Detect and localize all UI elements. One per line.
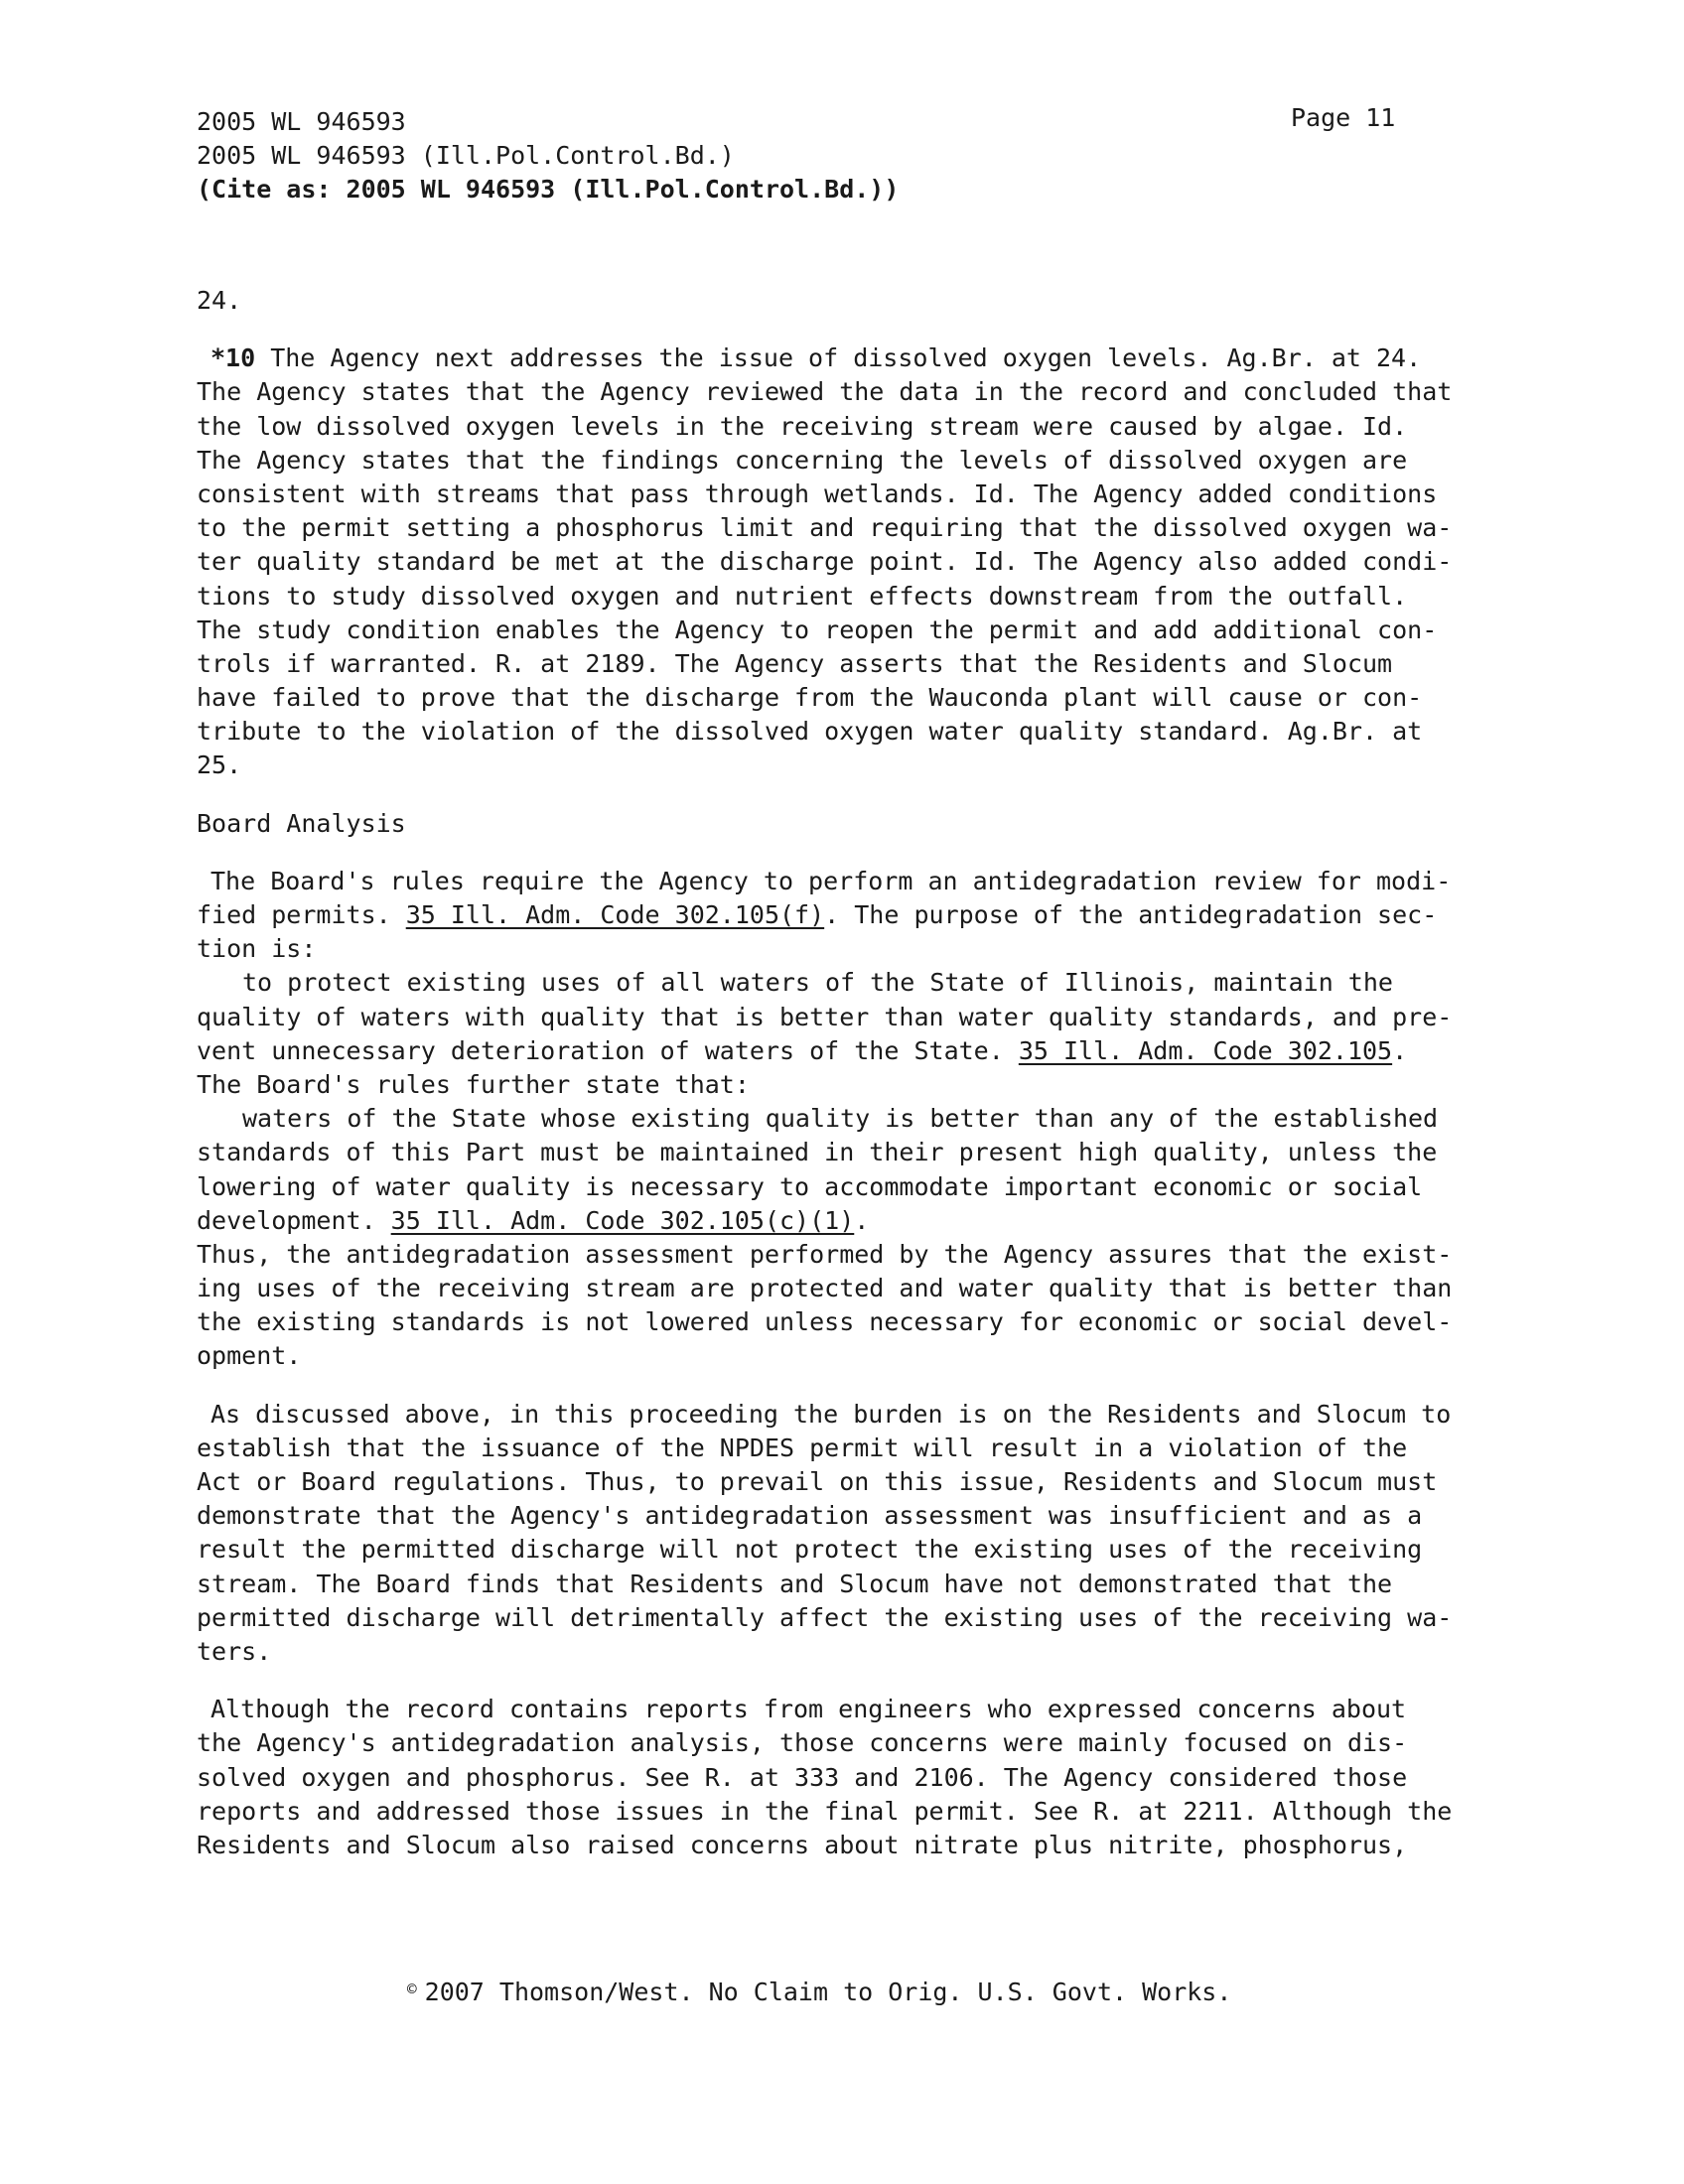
text-line: demonstrate that the Agency's antidegradation assessment was insufficient and as a <box>197 1501 1423 1531</box>
text-line: Residents and Slocum also raised concerns about nitrate plus nitrite, phosphorus, <box>197 1830 1408 1859</box>
text-line: fied permits. 35 Ill. Adm. Code 302.105(f). The purpose of the antidegradation sec- <box>197 900 1438 929</box>
document-body <box>197 284 1497 1862</box>
text-line: result the permitted discharge will not protect the existing uses of the receiving <box>197 1535 1423 1565</box>
text-line: establish that the issuance of the NPDES permit will result in a violation of the <box>197 1433 1408 1462</box>
text-line: The Board's rules require the Agency to perform an antidegradation review for modi- <box>210 866 1452 895</box>
text-line: reports and addressed those issues in the final permit. See R. at 2211. Although the <box>197 1796 1453 1826</box>
paragraph-board-rules <box>197 865 1497 1374</box>
page-header <box>197 105 899 206</box>
cite-as-line: (Cite as: 2005 WL 946593 (Ill.Pol.Control.Bd.)) <box>197 175 900 204</box>
text-line: the existing standards is not lowered unless necessary for economic or social devel- <box>197 1307 1453 1337</box>
citation-link-302-105[interactable]: 35 Ill. Adm. Code 302.105 <box>1018 1035 1393 1065</box>
quote-line: development. 35 Ill. Adm. Code 302.105(c)(1). <box>197 1205 870 1235</box>
quote-line: vent unnecessary deterioration of waters of the State. 35 Ill. Adm. Code 302.105. <box>197 1035 1408 1065</box>
text-line: stream. The Board finds that Residents and Slocum have not demonstrated that the <box>197 1569 1393 1598</box>
text-line: ters. <box>197 1636 272 1666</box>
text-line: tribute to the violation of the dissolved oxygen water quality standard. Ag.Br. at <box>197 717 1423 747</box>
text-line: The Board's rules further state that: <box>197 1069 750 1099</box>
paragraph-burden <box>197 1398 1497 1670</box>
text-line: the Agency's antidegradation analysis, those concerns were mainly focused on dis- <box>197 1728 1408 1758</box>
section-heading: Board Analysis <box>197 808 406 838</box>
citation-line-2: 2005 WL 946593 (Ill.Pol.Control.Bd.) <box>197 141 735 170</box>
copyright-symbol: © <box>407 1979 417 1998</box>
paragraph-dissolved-oxygen <box>197 341 1497 782</box>
text-line: Thus, the antidegradation assessment performed by the Agency assures that the exist- <box>197 1239 1453 1269</box>
citation-line-1: 2005 WL 946593 <box>197 107 406 136</box>
text-line: consistent with streams that pass through wetlands. Id. The Agency added conditions <box>197 478 1438 508</box>
text-line: ter quality standard be met at the discharge point. Id. The Agency also added condi- <box>197 547 1453 577</box>
text-line: permitted discharge will detrimentally affect the existing uses of the receiving wa- <box>197 1602 1453 1632</box>
text-line: Although the record contains reports from engineers who expressed concerns about <box>210 1695 1407 1724</box>
text-line: opment. <box>197 1341 302 1371</box>
paragraph-engineer-reports <box>197 1693 1497 1862</box>
text-line: ing uses of the receiving stream are protected and water quality that is better than <box>197 1274 1453 1303</box>
text-line: *10 The Agency next addresses the issue of dissolved oxygen levels. Ag.Br. at 24. <box>210 343 1422 373</box>
text-line: have failed to prove that the discharge from the Wauconda plant will cause or con- <box>197 683 1423 713</box>
text-line: As discussed above, in this proceeding the burden is on the Residents and Slocum to <box>210 1399 1452 1429</box>
text-line: to the permit setting a phosphorus limit and requiring that the dissolved oxygen wa- <box>197 513 1453 543</box>
quote-line: standards of this Part must be maintained in their present high quality, unless the <box>197 1138 1438 1167</box>
paragraph-fragment: 24. <box>197 286 242 315</box>
text-line: the low dissolved oxygen levels in the receiving stream were caused by algae. Id. <box>197 411 1408 441</box>
text-line: tion is: <box>197 934 317 964</box>
citation-link-302-105-c-1[interactable]: 35 Ill. Adm. Code 302.105(c)(1) <box>390 1205 855 1235</box>
copyright-text: 2007 Thomson/West. No Claim to Orig. U.S. Govt. Works. <box>424 1978 1232 2006</box>
quote-line: waters of the State whose existing quality is better than any of the established <box>242 1104 1439 1134</box>
text-line: 25. <box>197 751 242 780</box>
copyright-footer <box>407 1978 1231 2006</box>
quote-line: to protect existing uses of all waters of the State of Illinois, maintain the <box>242 968 1393 998</box>
text-line: tions to study dissolved oxygen and nutrient effects downstream from the outfall. <box>197 581 1408 611</box>
text-line: solved oxygen and phosphorus. See R. at 333 and 2106. The Agency considered those <box>197 1762 1408 1792</box>
quote-line: lowering of water quality is necessary to accommodate important economic or social <box>197 1171 1423 1201</box>
text-line: The Agency states that the findings concerning the levels of dissolved oxygen are <box>197 445 1408 475</box>
text-line: trols if warranted. R. at 2189. The Agency asserts that the Residents and Slocum <box>197 648 1393 678</box>
text-line: The study condition enables the Agency to reopen the permit and add additional con- <box>197 614 1438 644</box>
citation-link-302-105-f[interactable]: 35 Ill. Adm. Code 302.105(f) <box>405 900 825 929</box>
page-number: Page 11 <box>1291 103 1396 132</box>
quote-line: quality of waters with quality that is better than water quality standards, and pre- <box>197 1002 1453 1031</box>
text-line: The Agency states that the Agency reviewed the data in the record and concluded that <box>197 377 1453 407</box>
text-line: Act or Board regulations. Thus, to prevail on this issue, Residents and Slocum must <box>197 1467 1438 1496</box>
